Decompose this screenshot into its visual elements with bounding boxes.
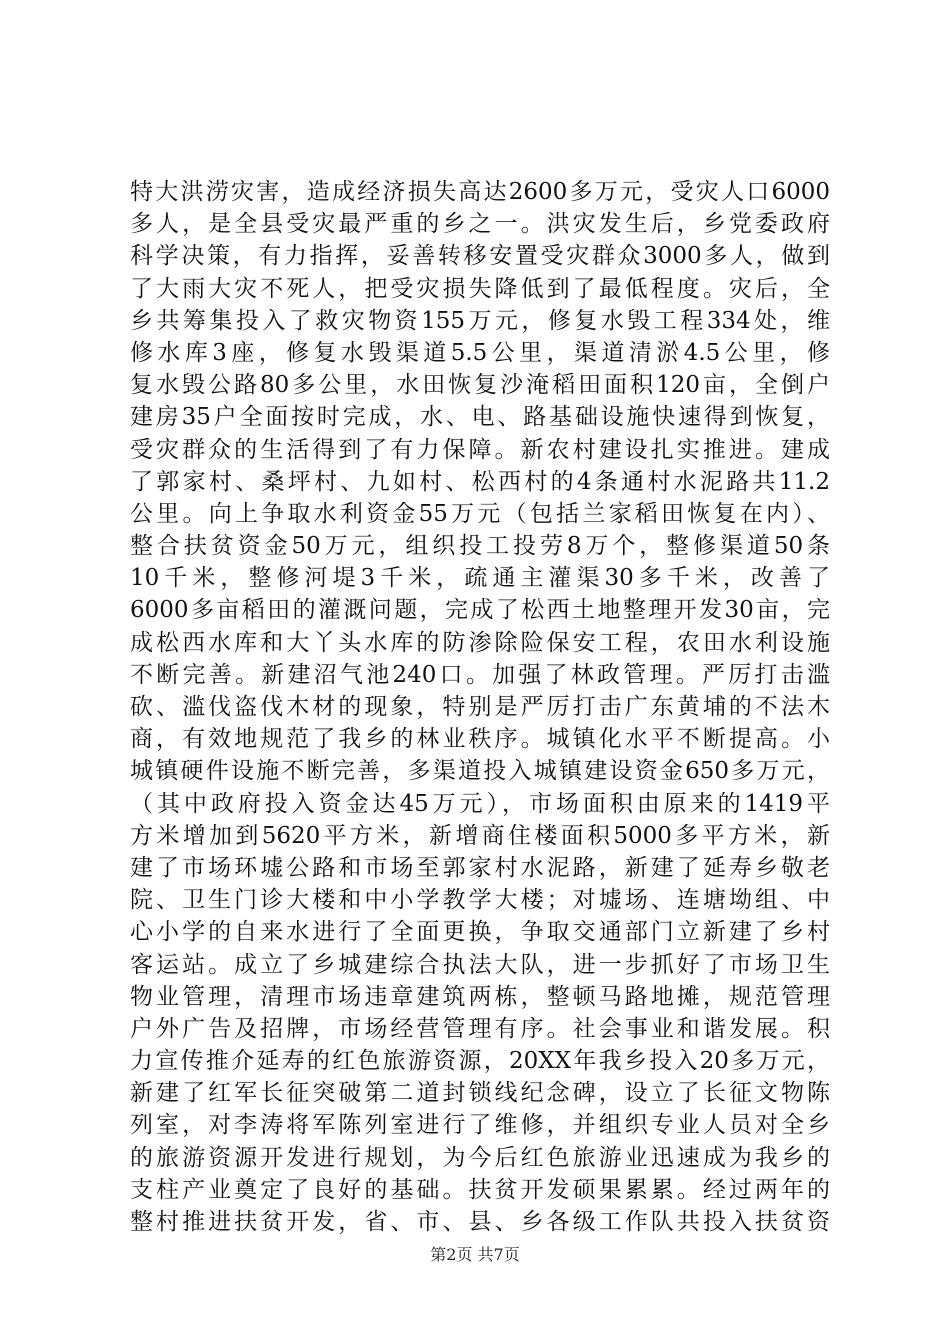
text-line: 建了市场环墟公路和市场至郭家村水泥路，新建了延寿乡敬老 <box>130 854 830 881</box>
text-line: 受灾群众的生活得到了有力保障。新农村建设扎实推进。建成 <box>130 436 830 463</box>
text-line: 方米增加到5620平方米，新增商住楼面积5000多平方米，新 <box>130 822 830 849</box>
text-line: 心小学的自来水进行了全面更换，争取交通部门立新建了乡村 <box>130 919 830 946</box>
text-line: 的旅游资源开发进行规划，为今后红色旅游业迅速成为我乡的 <box>130 1144 830 1171</box>
text-line: 物业管理，清理市场违章建筑两栋，整顿马路地摊，规范管理 <box>130 983 830 1010</box>
body-text <box>130 176 830 1238</box>
text-line: 客运站。成立了乡城建综合执法大队，进一步抓好了市场卫生 <box>130 951 830 978</box>
text-line: 了郭家村、桑坪村、九如村、松西村的4条通村水泥路共11.2 <box>130 468 830 495</box>
text-line: 科学决策，有力指挥，妥善转移安置受灾群众3000多人，做到 <box>130 243 830 270</box>
text-line: 列室，对李涛将军陈列室进行了维修，并组织专业人员对全乡 <box>130 1112 830 1139</box>
text-line: 特大洪涝灾害，造成经济损失高达2600多万元，受灾人口6000 <box>130 179 830 205</box>
text-line: 10千米，整修河堤3千米，疏通主灌渠30多千米，改善了 <box>130 565 830 592</box>
text-line: 修水库3座，修复水毁渠道5.5公里，渠道清淤4.5公里，修 <box>130 339 830 366</box>
text-line: 复水毁公路80多公里，水田恢复沙淹稻田面积120亩，全倒户 <box>130 372 830 399</box>
text-line: 不断完善。新建沼气池240口。加强了林政管理。严厉打击滥 <box>130 661 830 688</box>
text-line: 建房35户全面按时完成，水、电、路基础设施快速得到恢复， <box>130 404 830 431</box>
text-line: 多人，是全县受灾最严重的乡之一。洪灾发生后，乡党委政府 <box>130 211 830 238</box>
text-line: 力宣传推介延寿的红色旅游资源，20XX年我乡投入20多万元， <box>130 1048 830 1075</box>
text-line: 城镇硬件设施不断完善，多渠道投入城镇建设资金650多万元， <box>130 758 830 785</box>
page-number-footer: 第2页 共7页 <box>430 1245 520 1264</box>
text-line: 6000多亩稻田的灌溉问题，完成了松西土地整理开发30亩，完 <box>130 597 830 624</box>
text-line: 了大雨大灾不死人，把受灾损失降低到了最低程度。灾后，全 <box>130 275 830 302</box>
text-line: 院、卫生门诊大楼和中小学教学大楼；对墟场、连塘坳组、中 <box>130 887 830 914</box>
text-line: 公里。向上争取水利资金55万元（包括兰家稻田恢复在内）、 <box>130 500 830 527</box>
text-line: 乡共筹集投入了救灾物资155万元，修复水毁工程334处，维 <box>130 307 830 334</box>
text-line: 商，有效地规范了我乡的林业秩序。城镇化水平不断提高。小 <box>130 726 830 753</box>
text-line: 新建了红军长征突破第二道封锁线纪念碑，设立了长征文物陈 <box>130 1080 830 1107</box>
text-line: 支柱产业奠定了良好的基础。扶贫开发硕果累累。经过两年的 <box>130 1176 830 1203</box>
text-line: 砍、滥伐盗伐木材的现象，特别是严厉打击广东黄埔的不法木 <box>130 694 830 720</box>
text-line: 户外广告及招牌，市场经营管理有序。社会事业和谐发展。积 <box>130 1015 830 1042</box>
text-line: 成松西水库和大丫头水库的防渗除险保安工程，农田水利设施 <box>130 629 830 656</box>
text-line: （其中政府投入资金达45万元），市场面积由原来的1419平 <box>130 790 830 817</box>
text-line: 整合扶贫资金50万元，组织投工投劳8万个，整修渠道50条 <box>130 533 830 560</box>
text-line: 整村推进扶贫开发，省、市、县、乡各级工作队共投入扶贫资 <box>130 1209 830 1235</box>
